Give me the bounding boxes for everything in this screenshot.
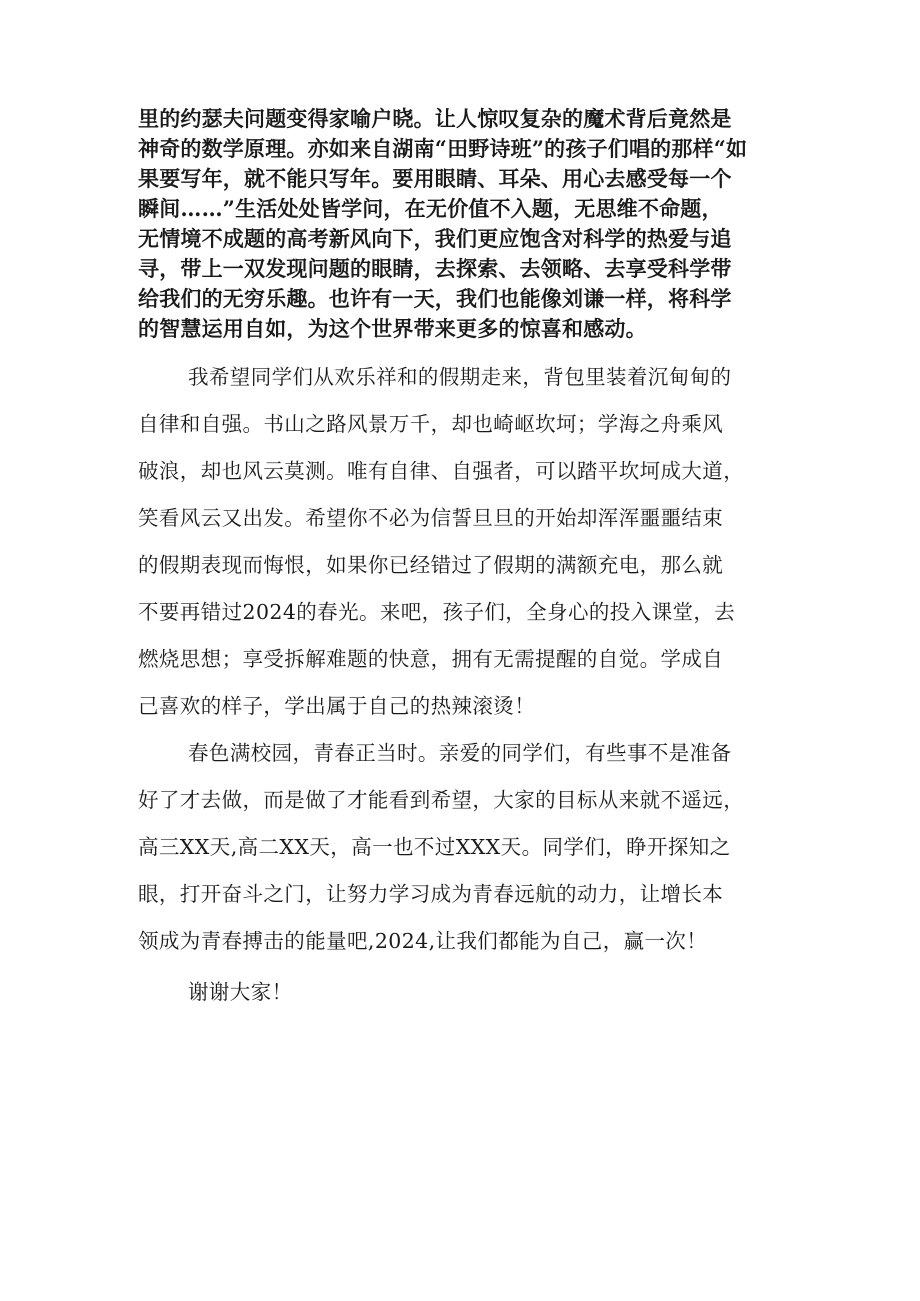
paragraph-2-line: 笑看风云又出发。希望你不必为信誓旦旦的开始却浑浑噩噩结束 — [138, 506, 724, 530]
paragraph-2-line: 燃烧思想；享受拆解难题的快意，拥有无需提醒的自觉。学成自 — [138, 647, 724, 671]
paragraph-1-line: 果要写年，就不能只写年。要用眼睛、耳朵、用心去感受每一个 — [138, 166, 732, 191]
paragraph-3-line: 眼，打开奋斗之门，让努力学习成为青春远航的动力，让增长本 — [138, 882, 724, 906]
paragraph-1-line: 无情境不成题的高考新风向下，我们更应饱含对科学的热爱与追 — [138, 226, 732, 251]
paragraph-3-line: 领成为青春搏击的能量吧,2024,让我们都能为自己，赢一次！ — [138, 929, 708, 953]
paragraph-1-line: 寻，带上一双发现问题的眼睛，去探索、去领略、去享受科学带 — [138, 256, 732, 281]
paragraph-2-line: 己喜欢的样子，学出属于自己的热辣滚烫！ — [138, 694, 536, 718]
closing-line: 谢谢大家！ — [188, 980, 293, 1004]
paragraph-1-line: 瞬间……”生活处处皆学问，在无价值不入题，无思维不命题， — [138, 196, 723, 221]
paragraph-3-line: 春色满校园，青春正当时。亲爱的同学们，有些事不是准备 — [188, 741, 732, 765]
paragraph-2-line: 自律和自强。书山之路风景万千，却也崎岖坎坷；学海之舟乘风 — [138, 412, 724, 436]
paragraph-1-line: 神奇的数学原理。亦如来自湖南“田野诗班”的孩子们唱的那样“如 — [138, 136, 748, 161]
paragraph-3-line: 高三XX天,高二XX天，高一也不过XXX天。同学们，睁开探知之 — [138, 835, 731, 859]
paragraph-3-line: 好了才去做，而是做了才能看到希望，大家的目标从来就不遥远， — [138, 788, 745, 812]
paragraph-1-line: 里的约瑟夫问题变得家喻户晓。让人惊叹复杂的魔术背后竟然是 — [138, 106, 732, 131]
paragraph-2-line: 破浪，却也风云莫测。唯有自律、自强者，可以踏平坎坷成大道， — [138, 459, 745, 483]
paragraph-1-line: 给我们的无穷乐趣。也许有一天，我们也能像刘谦一样，将科学 — [138, 286, 732, 311]
paragraph-1-line: 的智慧运用自如，为这个世界带来更多的惊喜和感动。 — [138, 316, 647, 341]
paragraph-2-line: 不要再错过2024的春光。来吧，孩子们，全身心的投入课堂，去 — [138, 600, 736, 624]
paragraph-2-line: 的假期表现而悔恨，如果你已经错过了假期的满额充电，那么就 — [138, 553, 724, 577]
paragraph-2-line: 我希望同学们从欢乐祥和的假期走来，背包里装着沉甸甸的 — [188, 365, 732, 389]
